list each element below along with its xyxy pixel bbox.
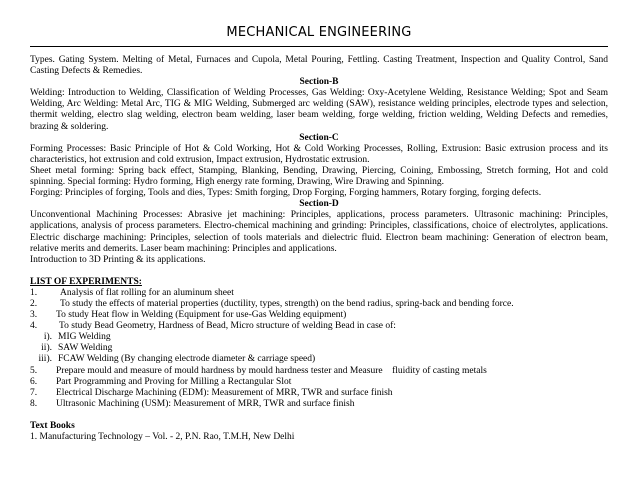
experiment-number: 8.: [30, 398, 38, 409]
experiment-text: Part Programming and Proving for Milling a Rectangular Slot: [56, 376, 292, 387]
experiment-item: [30, 299, 608, 310]
experiment-number: 2.: [30, 298, 38, 309]
experiment-text: To study the effects of material properties (ductility, types, strength) on the bend radius, spring-back and bending force.: [60, 298, 514, 309]
spacer: [30, 266, 608, 277]
experiment-item: [30, 399, 608, 410]
subitem-text: MIG Welding: [58, 332, 111, 343]
subitem-numeral: iii).: [38, 354, 52, 365]
experiments-heading: LIST OF EXPERIMENTS:: [30, 276, 142, 287]
section-heading-c: Section-C: [299, 132, 339, 143]
text-books-heading: Text Books: [30, 420, 75, 431]
document-body: [30, 55, 608, 443]
subitem-text: SAW Welding: [58, 343, 113, 354]
experiment-item: [30, 288, 608, 299]
experiment-number: 5.: [30, 365, 38, 376]
experiment-subitem: [30, 354, 608, 365]
experiment-number: 7.: [30, 387, 38, 398]
subitem-numeral: ii).: [41, 343, 52, 354]
experiment-text: Ultrasonic Machining (USM): Measurement of MRR, TWR and surface finish: [56, 398, 355, 409]
spacer: [30, 410, 608, 421]
experiment-number: 3.: [30, 310, 38, 321]
section-heading-d: Section-D: [299, 199, 339, 210]
paragraph-forging: Forging: Principles of forging, Tools and dies, Types: Smith forging, Drop Forging, Forging hammers, Rotary forging, forging defects.: [30, 188, 542, 199]
experiment-text: Analysis of flat rolling for an aluminum sheet: [60, 287, 234, 298]
page-header-title: MECHANICAL ENGINEERING: [226, 25, 412, 40]
experiment-text: Electrical Discharge Machining (EDM): Measurement of MRR, TWR and surface finish: [56, 387, 393, 398]
experiment-item: [30, 377, 608, 388]
paragraph-forming: Forming Processes: Basic Principle of Hot & Cold Working, Hot & Cold Working Processes, Rolling, Extrusion: Basic extrusion process and its characteristics, hot extrusion and cold extrusion, Impact extrusion, Hydrostatic extrusion.: [30, 143, 608, 165]
experiment-number: 4.: [30, 321, 38, 332]
paragraph-casting: Types. Gating System. Melting of Metal, Furnaces and Cupola, Metal Pouring, Fettling. Casting Treatment, Inspection and Quality Control, Sand Casting Defects & Remedies.: [30, 55, 608, 77]
paragraph-unconventional: Unconventional Machining Processes: Abrasive jet machining: Principles, applications, process parameters. Ultrasonic machining: Principles, applications, analysis of process parameters. Electro-chemical machining and grinding: Principles, classifications, choice of electrolytes, applications. Electric discharge machining: Principles, selection of tools materials and dielectric fluid. Electron beam machining: Generation of electron beam, relative merits and demerits. Laser beam machining: Principles and applications.: [30, 210, 608, 254]
experiment-text: Prepare mould and measure of mould hardness by mould hardness tester and Measure fluidity of casting metals: [56, 365, 487, 376]
subitem-text: FCAW Welding (By changing electrode diameter & carriage speed): [58, 354, 316, 365]
experiment-item: [30, 310, 608, 321]
experiment-text: To study Bead Geometry, Hardness of Bead, Micro structure of welding Bead in case of:: [59, 321, 396, 332]
experiment-item: [30, 366, 608, 377]
experiment-item: [30, 321, 608, 332]
header-rule: [30, 46, 608, 47]
experiment-subitem: [30, 332, 608, 343]
subitem-numeral: i).: [43, 332, 52, 343]
paragraph-welding: Welding: Introduction to Welding, Classification of Welding Processes, Gas Welding: Oxy-Acetylene Welding, Resistance Welding; Spot and Seam Welding, Arc Welding: Metal Arc, TIG & MIG Welding, Submerged arc welding (SAW), resistance welding principles, electrode types and selection, thermit welding, electro slag welding, electron beam welding, laser beam welding, forge welding, friction welding, Welding Defects and remedies, brazing & soldering.: [30, 88, 608, 132]
text-book-item: 1. Manufacturing Technology – Vol. - 2, P.N. Rao, T.M.H, New Delhi: [30, 432, 295, 442]
paragraph-3d-printing: Introduction to 3D Printing & its applications.: [30, 254, 206, 265]
section-heading-b: Section-B: [299, 77, 339, 88]
experiment-number: 1.: [30, 287, 38, 298]
paragraph-sheet-metal: Sheet metal forming: Spring back effect, Stamping, Blanking, Bending, Drawing, Piercing, Coining, Embossing, Stretch forming, Hot and cold spinning. Special forming: Hydro forming, High energy rate forming, Drawing, Wire Drawing and Spinning.: [30, 165, 608, 188]
experiment-item: [30, 388, 608, 399]
experiment-subitem: [30, 343, 608, 354]
experiment-text: To study Heat flow in Welding (Equipment for use-Gas Welding equipment): [56, 310, 347, 321]
experiment-number: 6.: [30, 376, 38, 387]
